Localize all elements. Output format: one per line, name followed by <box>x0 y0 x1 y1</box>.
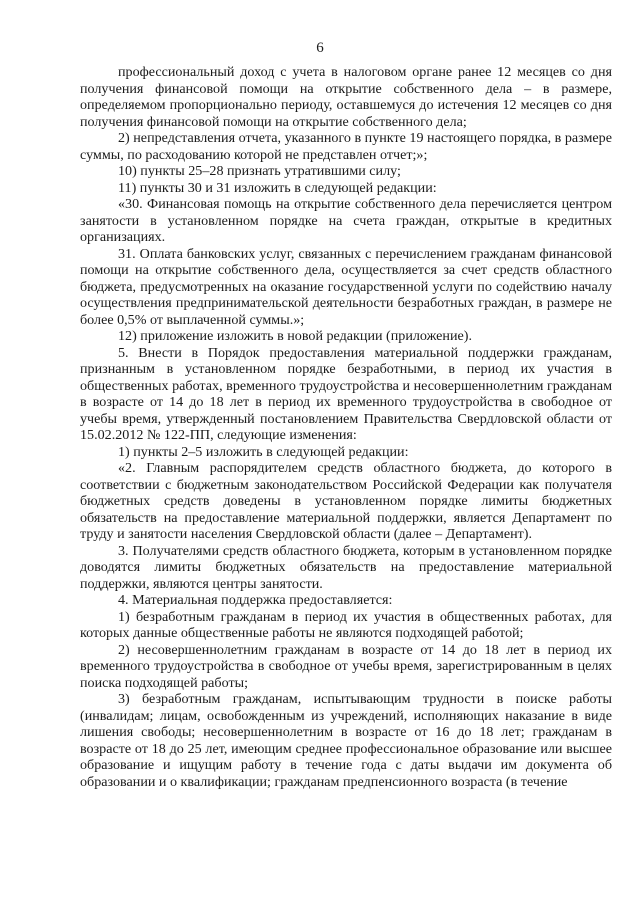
paragraph-prof-income-continuation: профессиональный доход с учета в налоговом органе ранее 12 месяцев со дня получения финансовой помощи на открытие собственного дела – в размере, определяемом пропорционально периоду, оставшемуся до истечения 12 месяцев со дня получения финансовой помощи на открытие собственного дела; <box>80 64 612 130</box>
paragraph-item-10: 10) пункты 25–28 признать утратившими силу; <box>118 163 401 179</box>
paragraph-subitem-1: 1) безработным гражданам в период их участия в общественных работах, для которых данные общественные работы не являются подходящей работой; <box>80 608 612 641</box>
paragraph-item-1-clauses: 1) пункты 2–5 изложить в следующей редакции: <box>118 443 409 460</box>
paragraph-subitem-2: 2) несовершеннолетним гражданам в возрасте от 14 до 18 лет в период их временного трудоустройства в свободное от учебы время, зарегистрированным в целях поиска подходящей работы; <box>80 641 612 691</box>
paragraph-clause-3: 3. Получателями средств областного бюджета, которым в установленном порядке доводятся лимиты бюджетных обязательств на предоставление материальной поддержки, являются центры занятости. <box>80 542 612 592</box>
paragraph-clause-4: 4. Материальная поддержка предоставляется: <box>118 592 393 608</box>
paragraph-subitem-3: 3) безработным гражданам, испытывающим трудности в поиске работы (инвалидам; лицам, освобожденным из учреждений, исполняющих наказание в виде лишения свободы; несовершеннолетним в возрасте от 16 до 18 лет; гражданам в возрасте от 18 до 25 лет, имеющим среднее профессиональное образование или высшее образование и ищущим работу в течение года с даты выдачи им документа об образовании и о квалификации; гражданам предпенсионного возраста (в течение <box>80 691 612 790</box>
paragraph-clause-30: «30. Финансовая помощь на открытие собственного дела перечисляется центром занятости в установленном порядке на счета граждан, открытые в кредитных организациях. <box>80 196 612 245</box>
paragraph-item-12: 12) приложение изложить в новой редакции (приложение). <box>118 328 472 344</box>
paragraph-clause-31: 31. Оплата банковских услуг, связанных с перечислением гражданам финансовой помощи на открытие собственного дела, осуществляется за счет средств областного бюджета, предусмотренных на оказание государственной услуги по содействию началу осуществления предпринимательской деятельности безработных граждан, в размере не более 0,5% от выплаченной суммы.»; <box>80 245 612 328</box>
paragraph-item-2-report: 2) непредставления отчета, указанного в пункте 19 настоящего порядка, в размере суммы, по расходованию которой не представлен отчет;»; <box>80 130 612 163</box>
paragraph-section-5: 5. Внести в Порядок предоставления материальной поддержки гражданам, признанным в установленном порядке безработными, в период их участия в общественных работах, временного трудоустройства и несовершеннолетним гражданам в возрасте от 14 до 18 лет в период их временного трудоустройства в свободное от учебы время, утвержденный постановлением Правительства Свердловской области от 15.02.2012 № 122-ПП, следующие изменения: <box>80 344 612 443</box>
page-number: 6 <box>316 40 324 56</box>
document-body <box>80 64 612 790</box>
paragraph-item-11: 11) пункты 30 и 31 изложить в следующей редакции: <box>118 179 437 196</box>
paragraph-clause-2: «2. Главным распорядителем средств областного бюджета, до которого в соответствии с бюджетным законодательством Российской Федерации как получателя бюджетных средств доведены в установленном порядке лимиты бюджетных обязательств на предоставление материальной поддержки, является Департамент по труду и занятости населения Свердловской области (далее – Департамент). <box>80 460 612 542</box>
